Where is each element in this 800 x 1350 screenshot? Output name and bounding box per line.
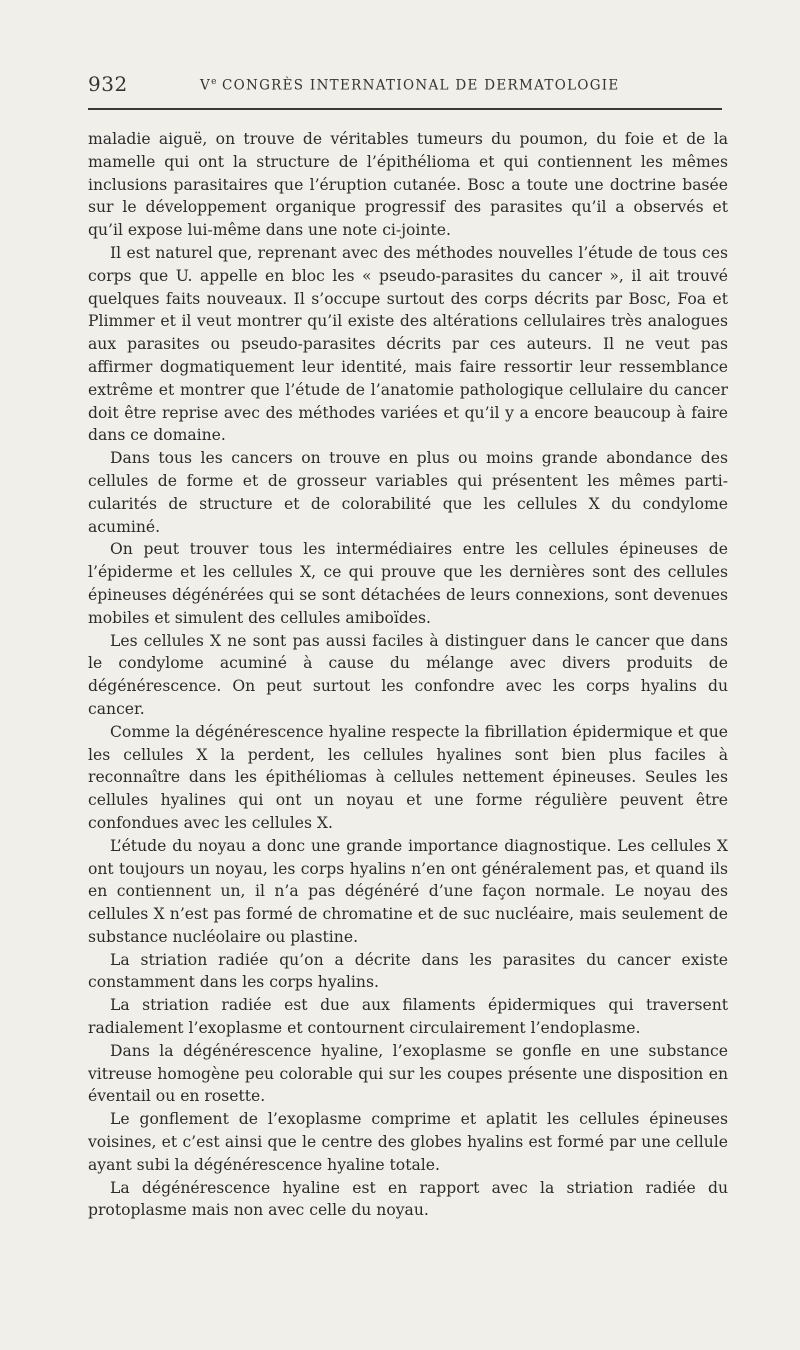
paragraph: maladie aiguë, on trouve de véritables tumeurs du poumon, du foie et de la mamelle qui ont la structure de l’épithélioma et qui contiennent les mêmes inclusions parasitaires que l’éruption cutanée. Bosc a toute une doctrine basée sur le développement organique progressif des parasites qu’il a observés et qu’il expose lui-même dans une note ci-jointe. bbox=[88, 130, 728, 240]
body-text bbox=[88, 128, 728, 1222]
running-title bbox=[200, 77, 620, 94]
paragraph: La striation radiée est due aux filaments épidermiques qui traversent radialement l’exoplasme et contournent circulairement l’endoplasme. bbox=[88, 996, 728, 1038]
paragraph: La striation radiée qu’on a décrite dans les parasites du cancer existe constamment dans les corps hyalins. bbox=[88, 950, 728, 992]
paragraph: Il est naturel que, reprenant avec des méthodes nouvelles l’étude de tous ces corps que U. appelle en bloc les « pseudo-parasites du cancer », il ait trouvé quelques faits nouveaux. Il s’occupe surtout des corps décrits par Bosc, Foa et Plimmer et il veut montrer qu’il existe des altérations cellulaires très analogues aux parasites ou pseudo-parasites décrits par ces auteurs. Il ne veut pas affirmer dogmatiquement leur identité, mais faire ressortir leur ressemblance extrême et montrer que l’étude de l’anatomie pathologique cellulaire du cancer doit être reprise avec des méthodes variées et qu’il y a encore beaucoup à faire dans ce domaine. bbox=[88, 243, 728, 445]
paragraph: La dégénérescence hyaline est en rapport avec la striation radiée du protoplasme mais non avec celle du noyau. bbox=[88, 1178, 728, 1220]
paragraph: Dans la dégénérescence hyaline, l’exoplasme se gonfle en une substance vitreuse homogène peu colorable qui sur les coupes présente une disposition en éventail ou en rosette. bbox=[88, 1041, 728, 1106]
paragraph: On peut trouver tous les intermédiaires entre les cellules épineuses de l’épiderme et les cellules X, ce qui prouve que les dernières sont des cellules épineuses dégénérées qui se sont détachées de leurs connexions, sont devenues mobiles et simulent des cellules amiboïdes. bbox=[88, 540, 728, 627]
paragraph: L’étude du noyau a donc une grande importance diagnostique. Les cellules X ont toujours un noyau, les corps hyalins n’en ont généralement pas, et quand ils en contiennent un, il n’a pas dégénéré d’une façon normale. Le noyau des cellules X n’est pas formé de chromatine et de suc nucléaire, mais seulement de substance nucléolaire ou plastine. bbox=[88, 836, 728, 946]
page-number: 932 bbox=[88, 72, 128, 96]
running-title-prefix: V bbox=[200, 77, 212, 94]
paragraph: Le gonflement de l’exoplasme comprime et aplatit les cellules épineuses voisines, et c’est ainsi que le centre des globes hyalins est formé par une cellule ayant subi la dégénérescence hyaline totale. bbox=[88, 1110, 728, 1174]
paragraph: Comme la dégénérescence hyaline respecte la fibrillation épidermique et que les cellules X la perdent, les cellules hyalines sont bien plus faciles à reconnaître dans les épithéliomas à cellules nettement épineuses. Seules les cellules hyalines qui ont un noyau et une forme régulière peuvent être confondues avec les cellules X. bbox=[88, 722, 728, 832]
running-header bbox=[88, 72, 720, 102]
running-title-text: CONGRÈS INTERNATIONAL DE DERMATOLOGIE bbox=[216, 77, 620, 94]
header-rule bbox=[88, 108, 722, 110]
running-title-superscript: e bbox=[211, 77, 217, 87]
paragraph: Dans tous les cancers on trouve en plus ou moins grande abondance des cellules de forme et de grosseur variables qui présentent les mêmes particularités de structure et de colorabilité que les cellules X du condylome acuminé. bbox=[88, 449, 728, 536]
paragraph: Les cellules X ne sont pas aussi faciles à distinguer dans le cancer que dans le condylome acuminé à cause du mélange avec divers produits de dégénérescence. On peut surtout les confondre avec les corps hyalins du cancer. bbox=[88, 631, 728, 718]
